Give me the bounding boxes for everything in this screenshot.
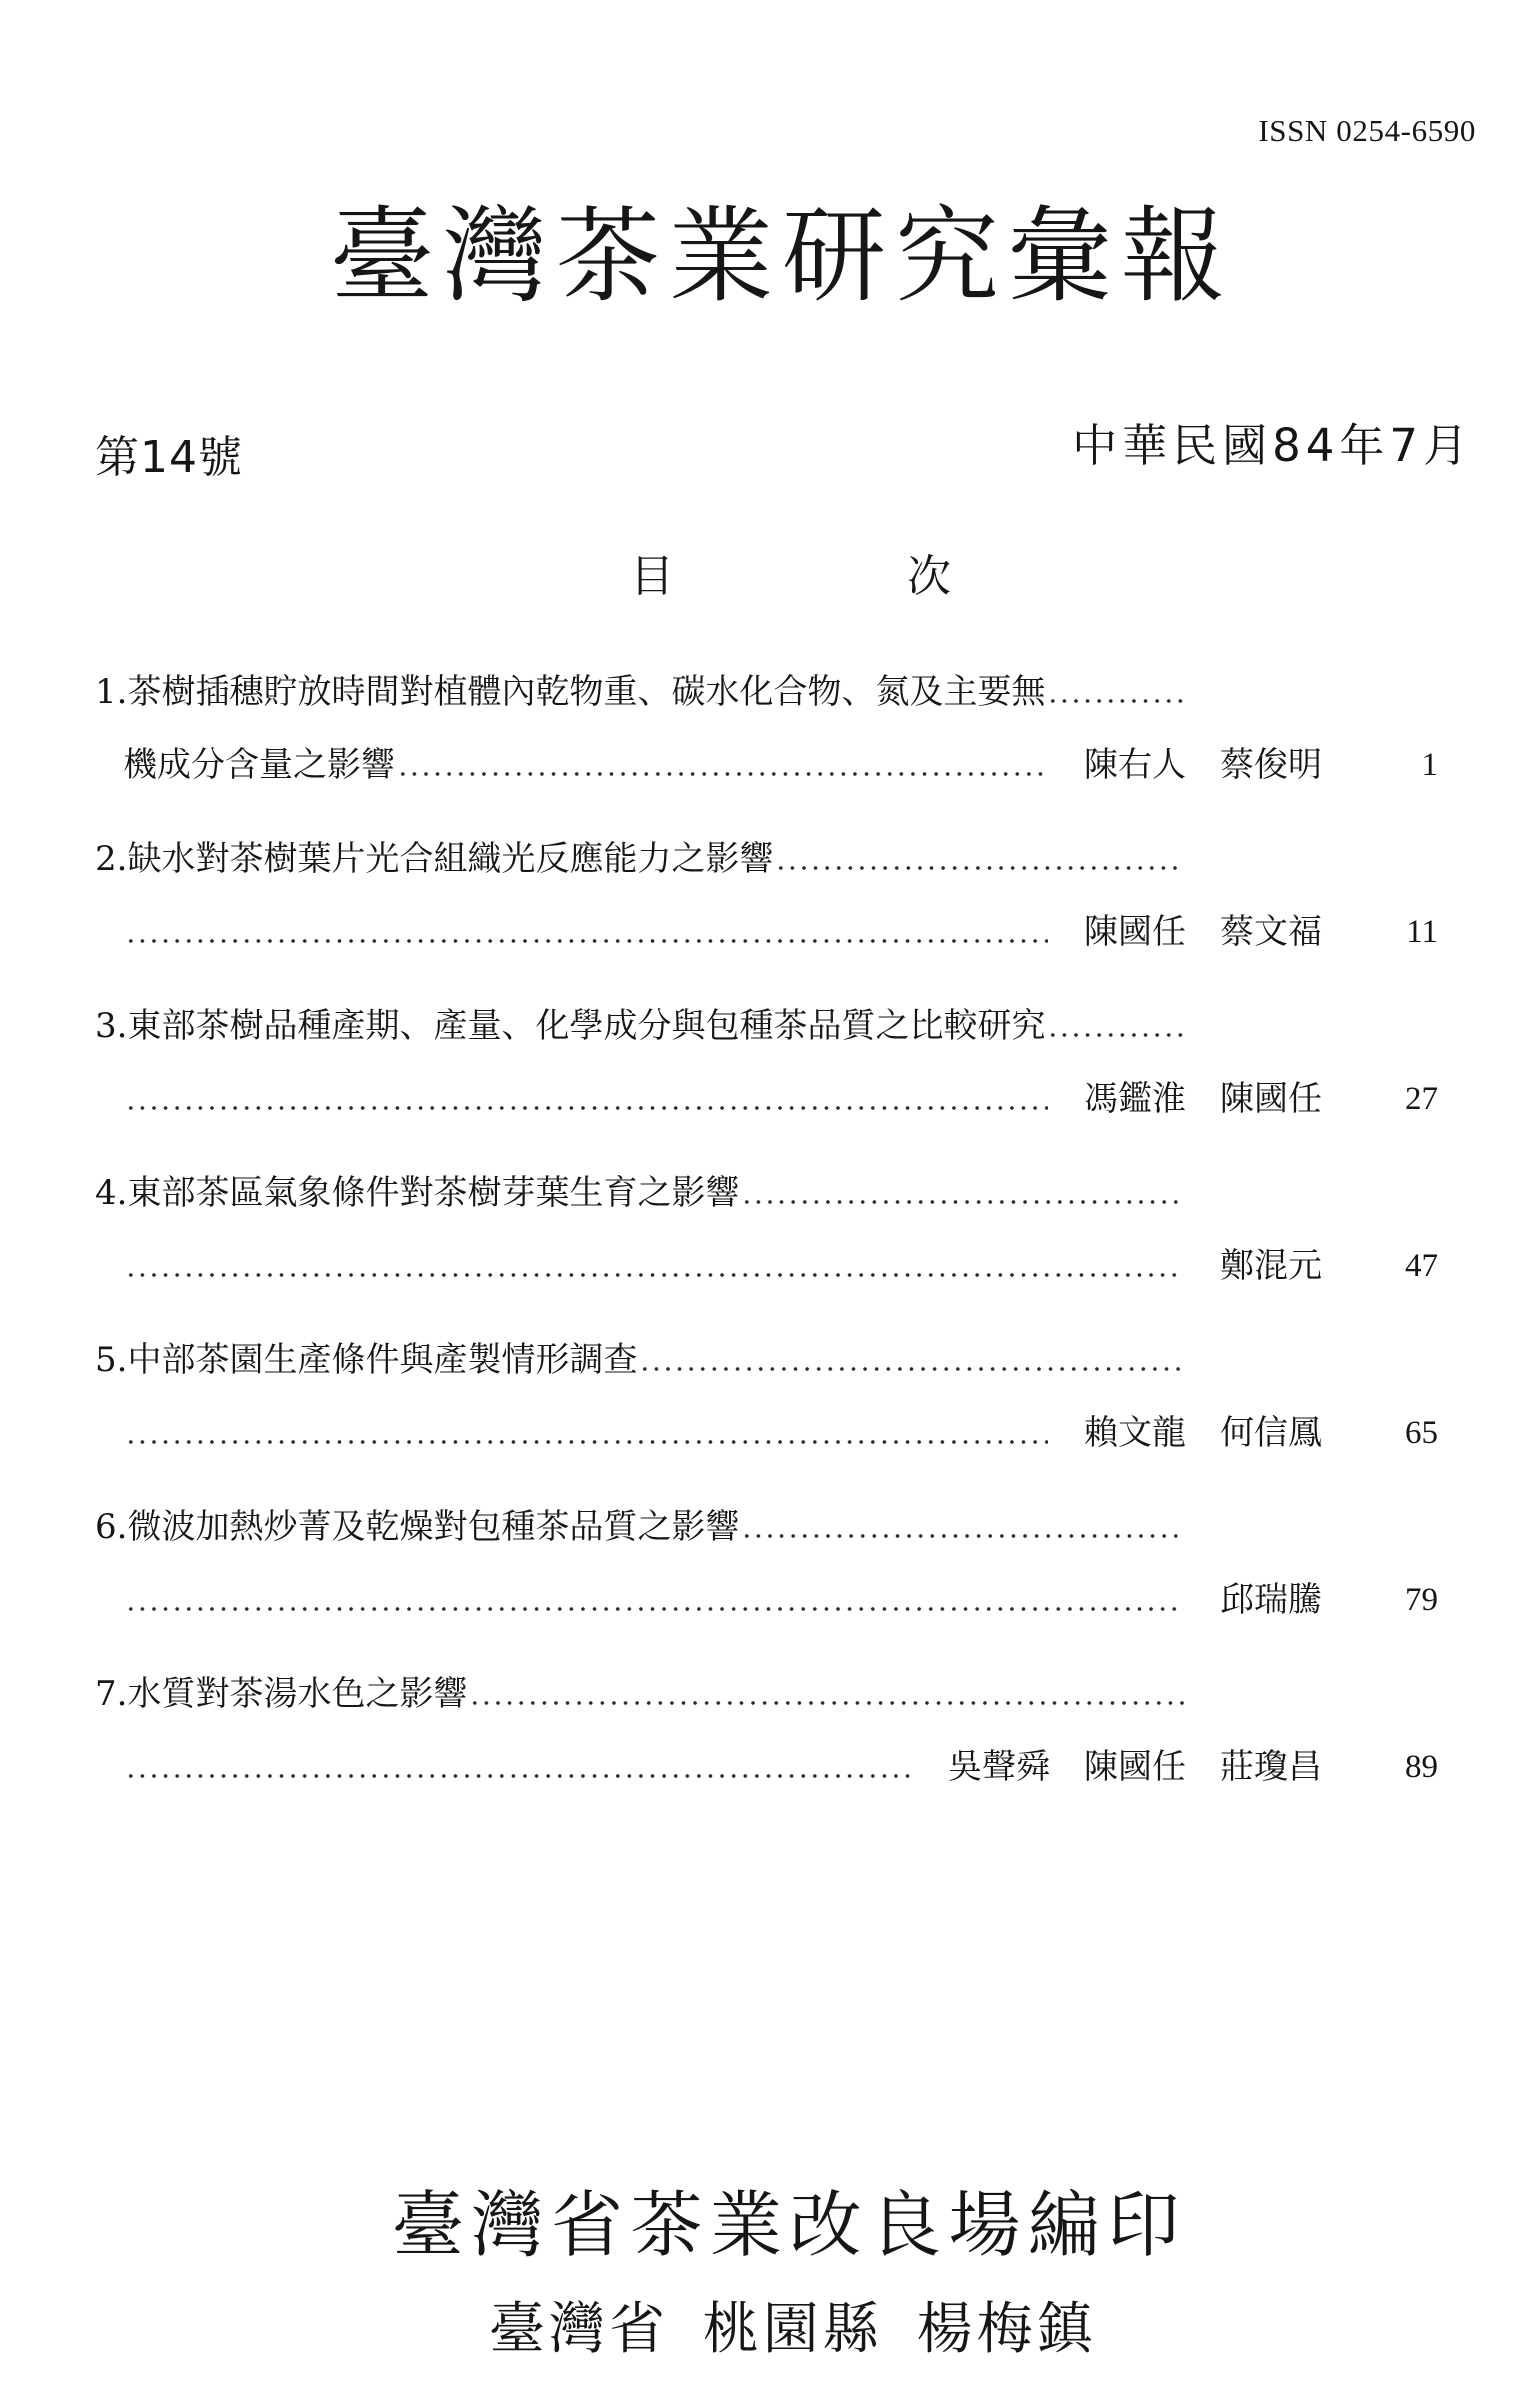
entry-title: 3.東部茶樹品種產期、產量、化學成分與包種茶品質之比較研究: [95, 1006, 1046, 1046]
leader-dots: [125, 1270, 1184, 1280]
issn-label: ISSN 0254-6590: [1258, 113, 1476, 148]
publication-date: 中華民國84年7月: [1072, 419, 1473, 472]
toc-entry: [0, 1672, 1538, 1839]
entry-title-line: [95, 837, 1184, 881]
journal-title: 臺灣茶業研究彙報: [330, 195, 1235, 317]
page-number: 1: [1421, 747, 1438, 783]
leader-dots: [125, 1437, 1048, 1447]
entry-title: 4.東部茶區氣象條件對茶樹芽葉生育之影響: [95, 1173, 740, 1213]
author-list: [1184, 1244, 1320, 1288]
toc-heading-right: 次: [907, 551, 951, 602]
leader-dots: [741, 1197, 1184, 1207]
page-number: 65: [1405, 1415, 1438, 1451]
author-name: 邱瑞騰: [1220, 1580, 1322, 1620]
toc-entry: [0, 1004, 1538, 1171]
author-name: 鄭混元: [1220, 1246, 1322, 1286]
toc-entry: [0, 1171, 1538, 1338]
author-name: 蔡俊明: [1220, 745, 1322, 785]
leader-dots: [639, 1364, 1184, 1374]
author-name: 馮鑑淮: [1084, 1079, 1186, 1119]
author-name: 陳國任: [1084, 1747, 1186, 1787]
author-name: 莊瓊昌: [1220, 1747, 1322, 1787]
leader-dots: [125, 936, 1048, 946]
page-number: 11: [1406, 914, 1438, 950]
page-number: 89: [1405, 1749, 1438, 1785]
leader-dots: [125, 1771, 912, 1781]
page-number: 79: [1405, 1582, 1438, 1618]
entry-byline: [123, 1077, 1438, 1121]
author-name: 蔡文福: [1220, 912, 1322, 952]
entry-title: 5.中部茶園生產條件與產製情形調查: [95, 1340, 638, 1380]
publisher-credit: 臺灣省茶業改良場編印: [392, 2183, 1188, 2267]
entry-title-line: [95, 1004, 1184, 1048]
toc-heading-left: 目: [630, 551, 674, 602]
author-list: [1048, 1077, 1320, 1121]
entry-byline: [123, 1578, 1438, 1622]
entry-title-line: [95, 670, 1184, 714]
leader-dots: [125, 1604, 1184, 1614]
publisher-address: 臺灣省 桃園縣 楊梅鎮: [489, 2297, 1097, 2362]
entry-title-continuation: 機成分含量之影響: [123, 745, 395, 785]
leader-dots: [775, 863, 1184, 873]
entry-title-line: [95, 1171, 1184, 1215]
entry-byline: [123, 1745, 1438, 1789]
author-name: 陳國任: [1220, 1079, 1322, 1119]
toc-entry: [0, 837, 1538, 1004]
entry-title: 6.微波加熱炒菁及乾燥對包種茶品質之影響: [95, 1507, 740, 1547]
entry-title: 2.缺水對茶樹葉片光合組織光反應能力之影響: [95, 839, 774, 879]
table-of-contents: [0, 670, 1538, 1839]
leader-dots: [1047, 696, 1184, 706]
toc-entry: [0, 1505, 1538, 1672]
author-list: [1048, 743, 1320, 787]
leader-dots: [125, 1103, 1048, 1113]
issue-number: 第14號: [95, 432, 243, 483]
author-name: 陳國任: [1084, 912, 1186, 952]
author-name: 吳聲舜: [948, 1747, 1050, 1787]
author-name: 賴文龍: [1084, 1413, 1186, 1453]
toc-entry: [0, 1338, 1538, 1505]
entry-byline: [123, 743, 1438, 787]
author-name: 何信鳳: [1220, 1413, 1322, 1453]
entry-title: 1.茶樹插穗貯放時間對植體內乾物重、碳水化合物、氮及主要無: [95, 672, 1046, 712]
page-number: 27: [1405, 1081, 1438, 1117]
entry-byline: [123, 910, 1438, 954]
page-number: 47: [1405, 1248, 1438, 1284]
entry-byline: [123, 1411, 1438, 1455]
author-list: [912, 1745, 1320, 1789]
author-list: [1048, 1411, 1320, 1455]
author-list: [1184, 1578, 1320, 1622]
toc-entry: [0, 670, 1538, 837]
entry-title: 7.水質對茶湯水色之影響: [95, 1674, 468, 1714]
author-list: [1048, 910, 1320, 954]
entry-title-line: [95, 1338, 1184, 1382]
entry-byline: [123, 1244, 1438, 1288]
leader-dots: [1047, 1030, 1184, 1040]
leader-dots: [741, 1531, 1184, 1541]
entry-title-line: [95, 1505, 1184, 1549]
author-name: 陳右人: [1084, 745, 1186, 785]
entry-title-line: [95, 1672, 1184, 1716]
leader-dots: [397, 769, 1048, 779]
leader-dots: [469, 1698, 1184, 1708]
